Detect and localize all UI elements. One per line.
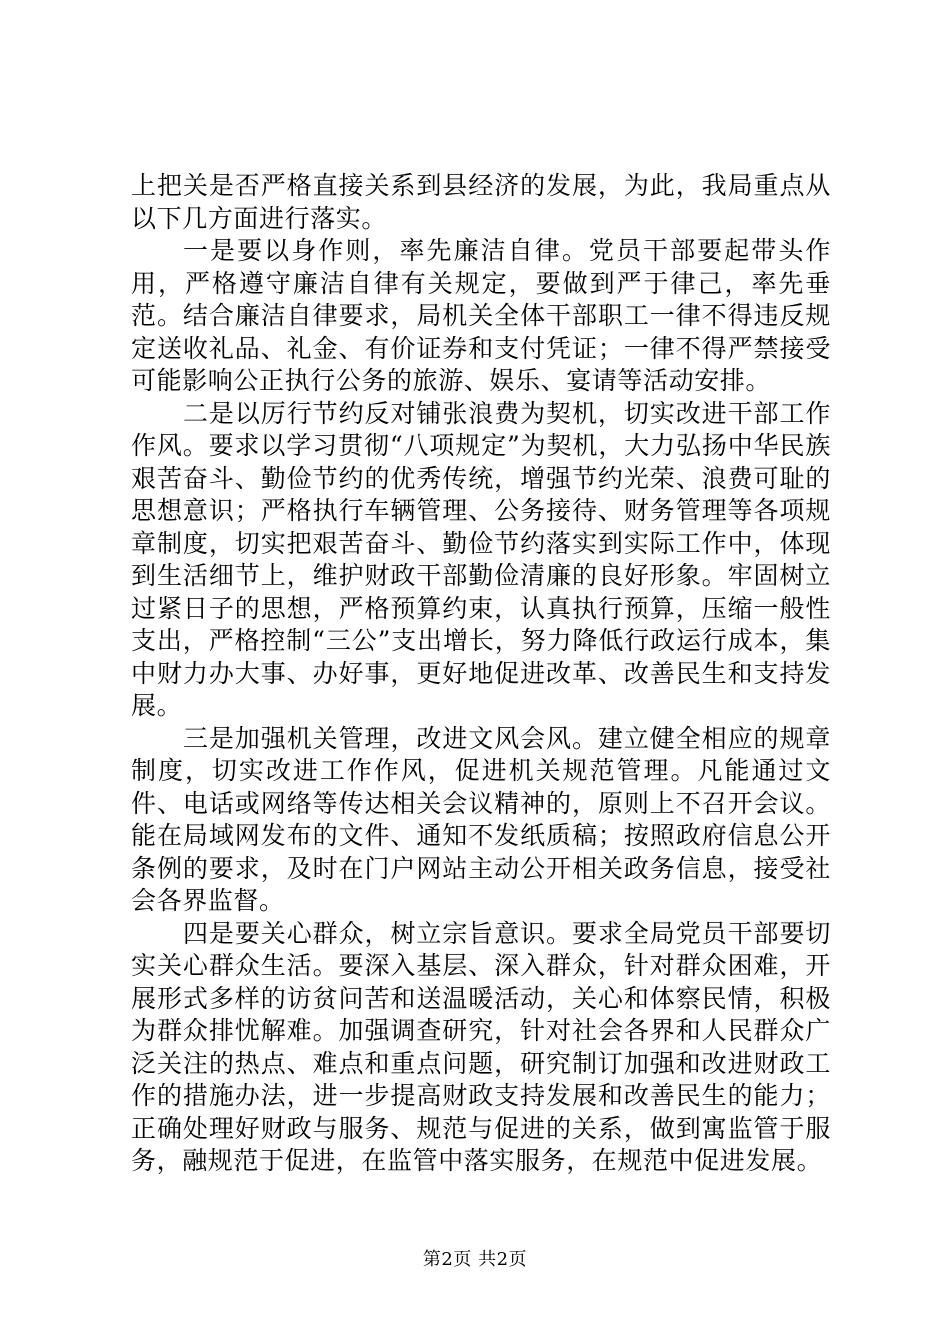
paragraph-point-three: 三是加强机关管理，改进文风会风。建立健全相应的规章制度，切实改进工作作风，促进机关规范管理。凡能通过文件、电话或网络等传达相关会议精神的，原则上不召开会议。能在局域网发布的文件、通知不发纸质稿；按照政府信息公开条例的要求，及时在门户网站主动公开相关政务信息，接受社会各界监督。 [131, 723, 831, 915]
page-number-footer: 第2页 共2页 [422, 1249, 528, 1270]
paragraph-intro: 上把关是否严格直接关系到县经济的发展，为此，我局重点从以下几方面进行落实。 [131, 171, 831, 233]
document-body [131, 170, 831, 1178]
paragraph-point-two: 二是以厉行节约反对铺张浪费为契机，切实改进干部工作作风。要求以学习贯彻“八项规定”为契机，大力弘扬中华民族艰苦奋斗、勤俭节约的优秀传统，增强节约光荣、浪费可耻的思想意识；严格执行车辆管理、公务接待、财务管理等各项规章制度，切实把艰苦奋斗、勤俭节约落实到实际工作中，体现到生活细节上，维护财政干部勤俭清廉的良好形象。牢固树立过紧日子的思想，严格预算约束，认真执行预算，压缩一般性支出，严格控制“三公”支出增长，努力降低行政运行成本，集中财力办大事、办好事，更好地促进改革、改善民生和支持发展。 [131, 398, 831, 720]
paragraph-point-four: 四是要关心群众，树立宗旨意识。要求全局党员干部要切实关心群众生活。要深入基层、深入群众，针对群众困难，开展形式多样的访贫问苦和送温暖活动，关心和体察民情，积极为群众排忧解难。加强调查研究，针对社会各界和人民群众广泛关注的热点、难点和重点问题，研究制订加强和改进财政工作的措施办法，进一步提高财政支持发展和改善民生的能力；正确处理好财政与服务、规范与促进的关系，做到寓监管于服务，融规范于促进，在监管中落实服务，在规范中促进发展。 [131, 918, 831, 1175]
paragraph-point-one: 一是要以身作则，率先廉洁自律。党员干部要起带头作用，严格遵守廉洁自律有关规定，要做到严于律己，率先垂范。结合廉洁自律要求，局机关全体干部职工一律不得违反规定送收礼品、礼金、有价证券和支付凭证；一律不得严禁接受可能影响公正执行公务的旅游、娱乐、宴请等活动安排。 [131, 236, 831, 395]
